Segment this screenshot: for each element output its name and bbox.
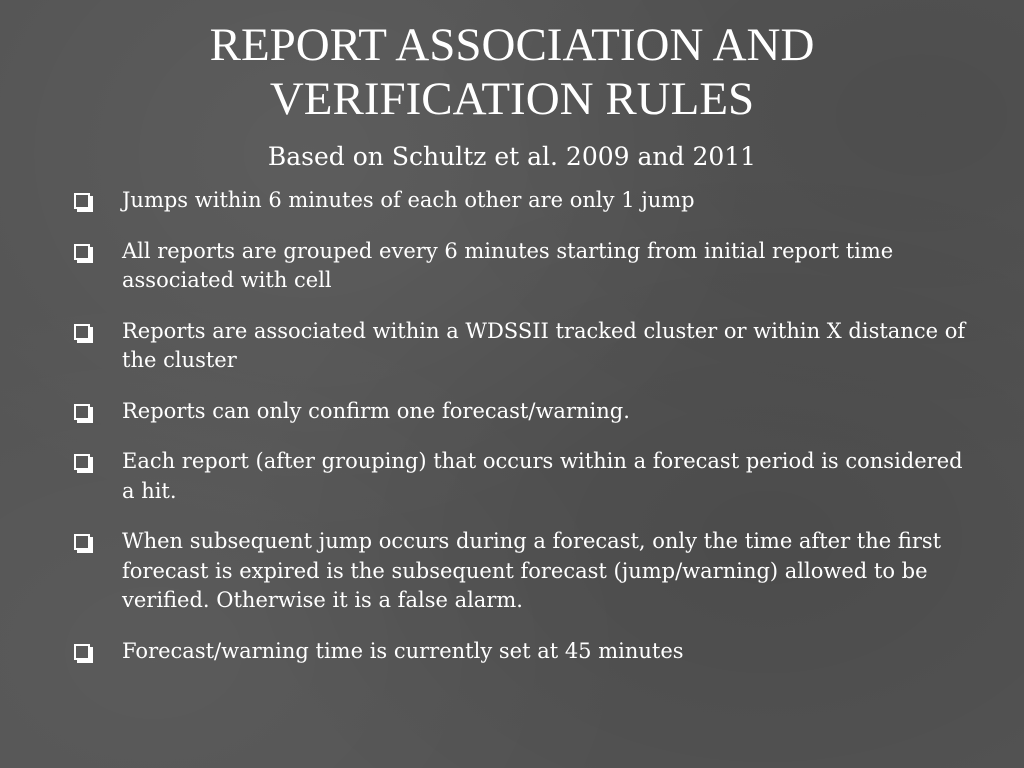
checkbox-bullet-icon [74,404,90,420]
slide-title [0,18,1024,126]
bullet-item [72,447,972,506]
checkbox-bullet-icon [74,454,90,470]
checkbox-bullet-icon [74,534,90,550]
bullet-text: Each report (after grouping) that occurs within a forecast period is considered a hit. [122,449,963,503]
title-line-2: VERIFICATION RULES [269,73,755,125]
checkbox-bullet-icon [74,644,90,660]
bullet-text: Jumps within 6 minutes of each other are only 1 jump [122,188,695,212]
bullet-item [72,527,972,616]
checkbox-bullet-icon [74,193,90,209]
bullet-item [72,397,972,427]
title-line-1: REPORT ASSOCIATION AND [209,19,815,71]
bullet-item [72,637,972,667]
bullet-item [72,317,972,376]
bullet-text: Forecast/warning time is currently set at 45 minutes [122,638,684,663]
checkbox-bullet-icon [74,244,90,260]
slide-subtitle: Based on Schultz et al. 2009 and 2011 [267,142,757,171]
bullet-item [72,237,972,296]
bullet-item [72,186,972,216]
bullet-text: Reports can only confirm one forecast/warning. [122,398,630,423]
checkbox-bullet-icon [74,324,90,340]
bullet-text: All reports are grouped every 6 minutes starting from initial report time associated with cell [122,238,894,292]
bullet-list [72,186,972,687]
bullet-text: Reports are associated within a WDSSII tracked cluster or within X distance of the cluster [122,318,966,372]
bullet-text: When subsequent jump occurs during a forecast, only the time after the first forecast is expired is the subsequent forecast (jump/warning) allowed to be verified. Otherwise it is a false alarm. [122,529,942,612]
